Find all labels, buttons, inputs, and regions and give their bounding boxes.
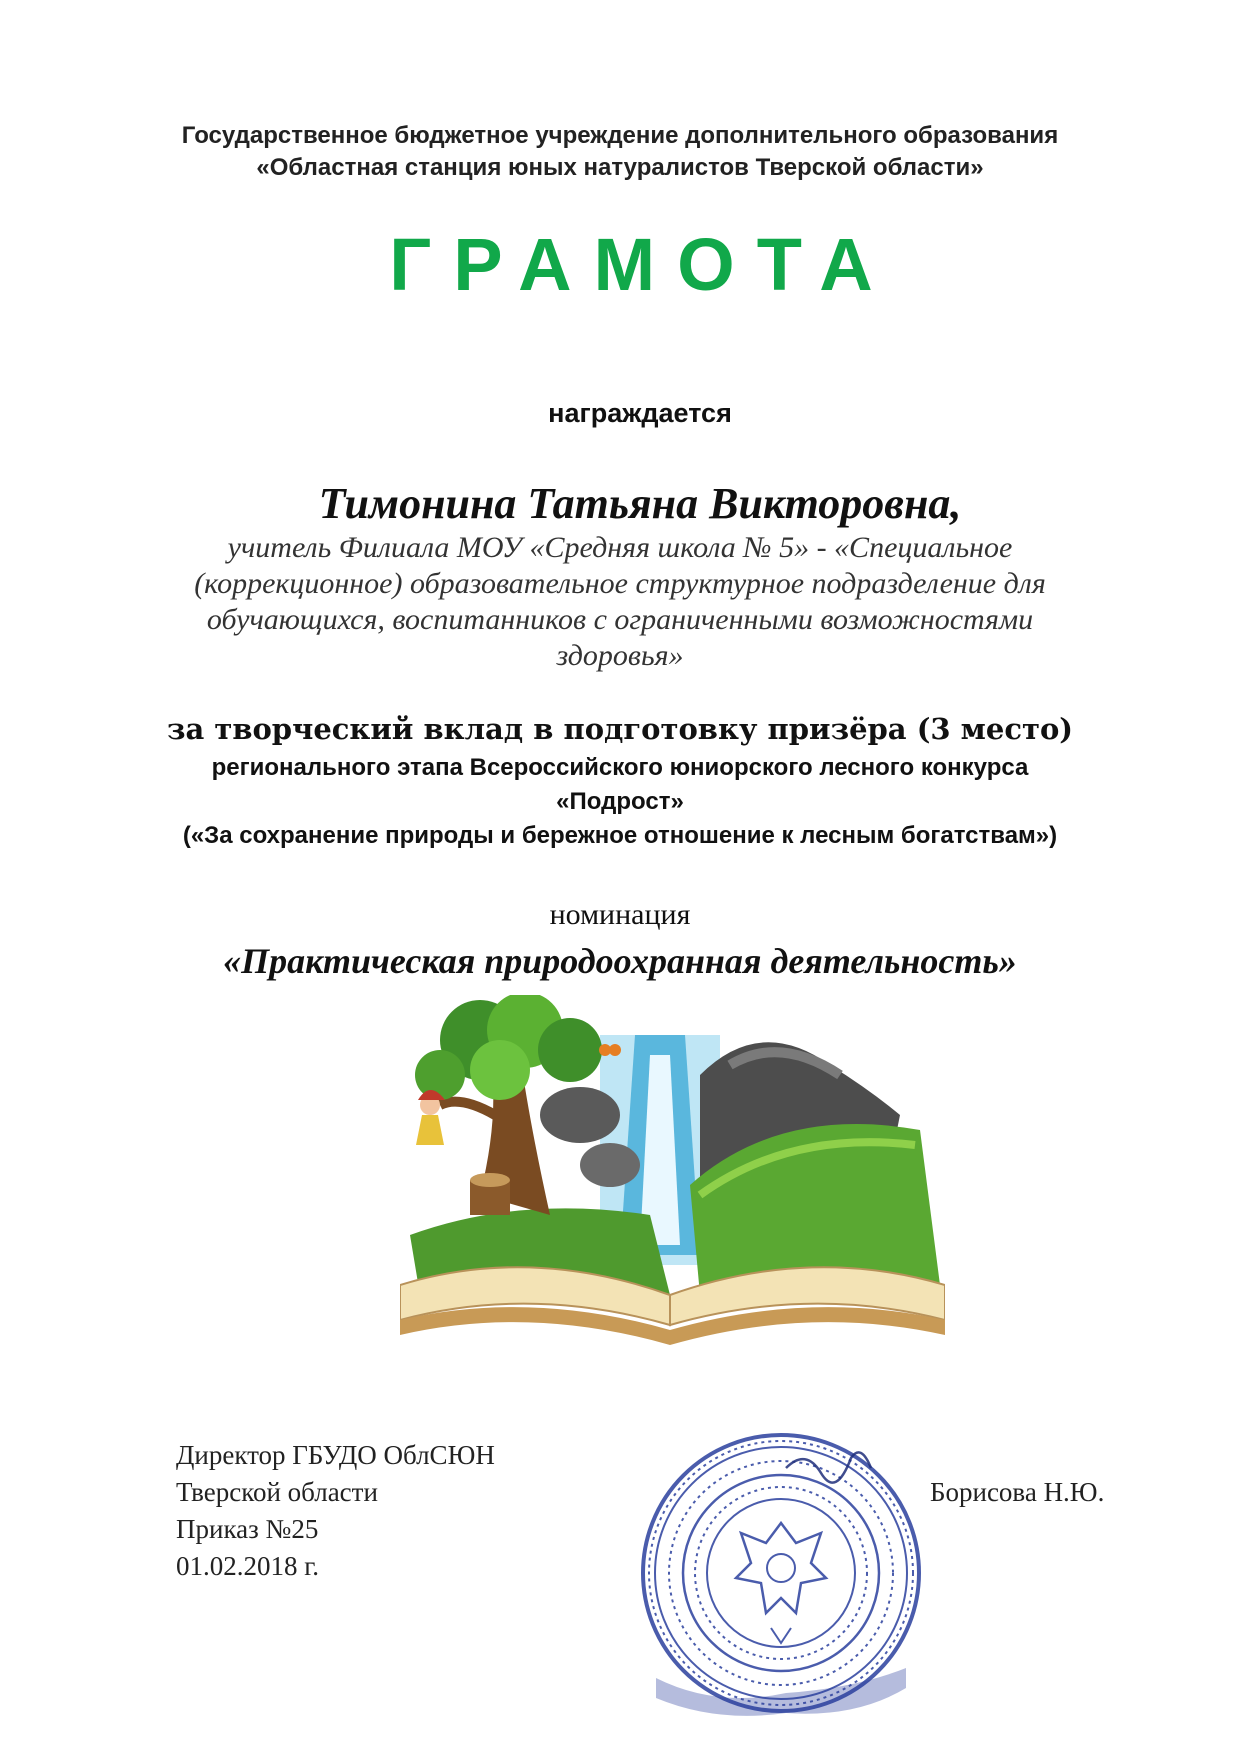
nomination-value: «Практическая природоохранная деятельность»	[223, 941, 1017, 981]
signatory-name: Борисова Н.Ю.	[930, 1477, 1105, 1507]
recipient-name: Тимонина Татьяна Викторовна,	[318, 479, 962, 528]
competition-subtitle: («За сохранение природы и бережное отношение к лесным богатствам»)	[182, 822, 1058, 849]
signatory-title-line: Директор ГБУДО ОблСЮН	[176, 1440, 495, 1470]
signatory-title-line: Тверской области	[176, 1477, 378, 1507]
nomination-label: номинация	[549, 898, 691, 931]
official-seal-icon	[636, 1428, 926, 1718]
open-book-nature-illustration	[400, 995, 945, 1355]
recipient-position-line: обучающихся, воспитанников с ограниченными возможностями	[206, 603, 1034, 636]
issue-date: 01.02.2018 г.	[176, 1551, 320, 1581]
org-name-line-2: «Областная станция юных натуралистов Тверской области»	[256, 154, 984, 181]
recipient-position-line: учитель Филиала МОУ «Средняя школа № 5» - «Специальное	[227, 531, 1013, 564]
recipient-position-line: (коррекционное) образовательное структурное подразделение для	[194, 567, 1046, 600]
certificate-title: ГРАМОТА	[389, 223, 895, 306]
order-number: Приказ №25	[176, 1514, 319, 1544]
org-name-line-1: Государственное бюджетное учреждение дополнительного образования	[181, 122, 1059, 149]
recipient-position-line: здоровья»	[556, 639, 684, 672]
competition-name: «Подрост»	[556, 788, 684, 815]
awarded-label: награждается	[548, 398, 732, 428]
award-reason: за творческий вклад в подготовку призёра (3 место)	[166, 712, 1074, 746]
competition-line: регионального этапа Всероссийского юниорского лесного конкурса	[211, 754, 1029, 781]
